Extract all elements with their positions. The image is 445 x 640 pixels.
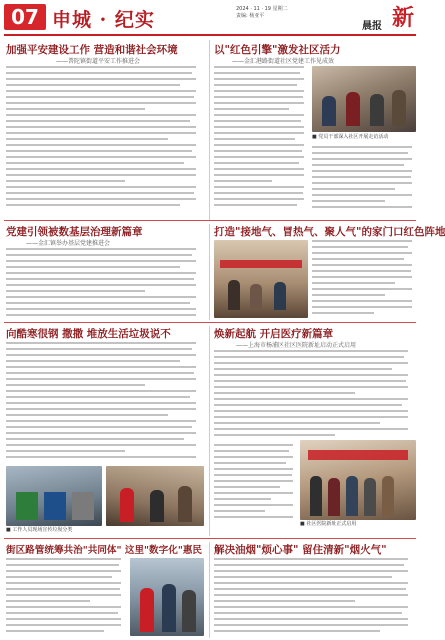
- section-rule: [4, 322, 416, 323]
- article-subtitle: ——上海市杨浦区社区医院新址启动正式启用: [236, 342, 357, 349]
- article-photo: [214, 240, 308, 318]
- article-photo: [106, 466, 204, 526]
- article-body: [214, 66, 308, 216]
- issue-date: [236, 6, 288, 20]
- photo-caption: ■ 社区医院新址正式启用: [300, 521, 357, 527]
- article-title: 解决油烟"烦心事" 留住清新"烟火气": [214, 544, 387, 556]
- photo-caption: ■ 党员干部深入社区开展走访活动: [312, 134, 389, 140]
- article-title: 焕新起航 开启医疗新篇章: [214, 328, 334, 340]
- column-divider: [209, 224, 210, 320]
- section-title: 申城 · 纪实: [52, 9, 155, 31]
- newspaper-logo: [360, 3, 416, 31]
- column-divider: [209, 40, 210, 220]
- section-rule: [4, 220, 416, 221]
- article-title: 以"红色引擎"激发社区活力: [214, 44, 341, 56]
- column-divider: [209, 326, 210, 536]
- header-rule: [4, 34, 416, 36]
- article-body: [312, 240, 416, 320]
- logo-text: 晨报: [362, 21, 382, 32]
- photo-caption: ■ 工作人员现场宣传垃圾分类: [6, 527, 73, 533]
- date-line: 2024 · 11 · 19 星期二: [236, 6, 288, 12]
- article-body: [6, 342, 204, 462]
- article-title: 加强平安建设工作 营造和谐社会环境: [6, 44, 178, 56]
- article-title: 党建引领被数基层治理新篇章: [6, 226, 143, 238]
- article-body: [214, 444, 296, 524]
- article-title: 街区路管统筹共治"共同体" 这里"数字化"惠民: [6, 545, 203, 556]
- column-divider: [209, 542, 210, 638]
- article-subtitle: ——金汇镇举办基层党建推进会: [26, 240, 111, 247]
- article-body: [6, 248, 204, 320]
- logo-char: 新: [391, 5, 414, 31]
- article-title: 向酷寒很钢 撒撒 堆放生活垃圾说不: [6, 328, 171, 340]
- page-number: 07: [4, 4, 46, 30]
- article-photo: [300, 440, 416, 520]
- article-title: 打造"接地气、冒热气、聚人气"的家门口红色阵地: [214, 226, 445, 238]
- article-subtitle: ——普陀镇街道平安工作推进会: [56, 58, 141, 65]
- article-subtitle: ——金汇港路街道社区党建工作见成效: [232, 58, 335, 65]
- article-photo: [130, 558, 204, 636]
- editor-line: 责编: 杨亚平: [236, 13, 265, 19]
- section-rule: [4, 538, 416, 539]
- article-body: [214, 350, 416, 440]
- article-photo: [6, 466, 102, 526]
- article-photo: [312, 66, 416, 132]
- article-body: [312, 146, 416, 216]
- article-body: [214, 558, 416, 638]
- article-body: [6, 66, 204, 216]
- article-body: [6, 558, 126, 638]
- masthead: [0, 0, 420, 36]
